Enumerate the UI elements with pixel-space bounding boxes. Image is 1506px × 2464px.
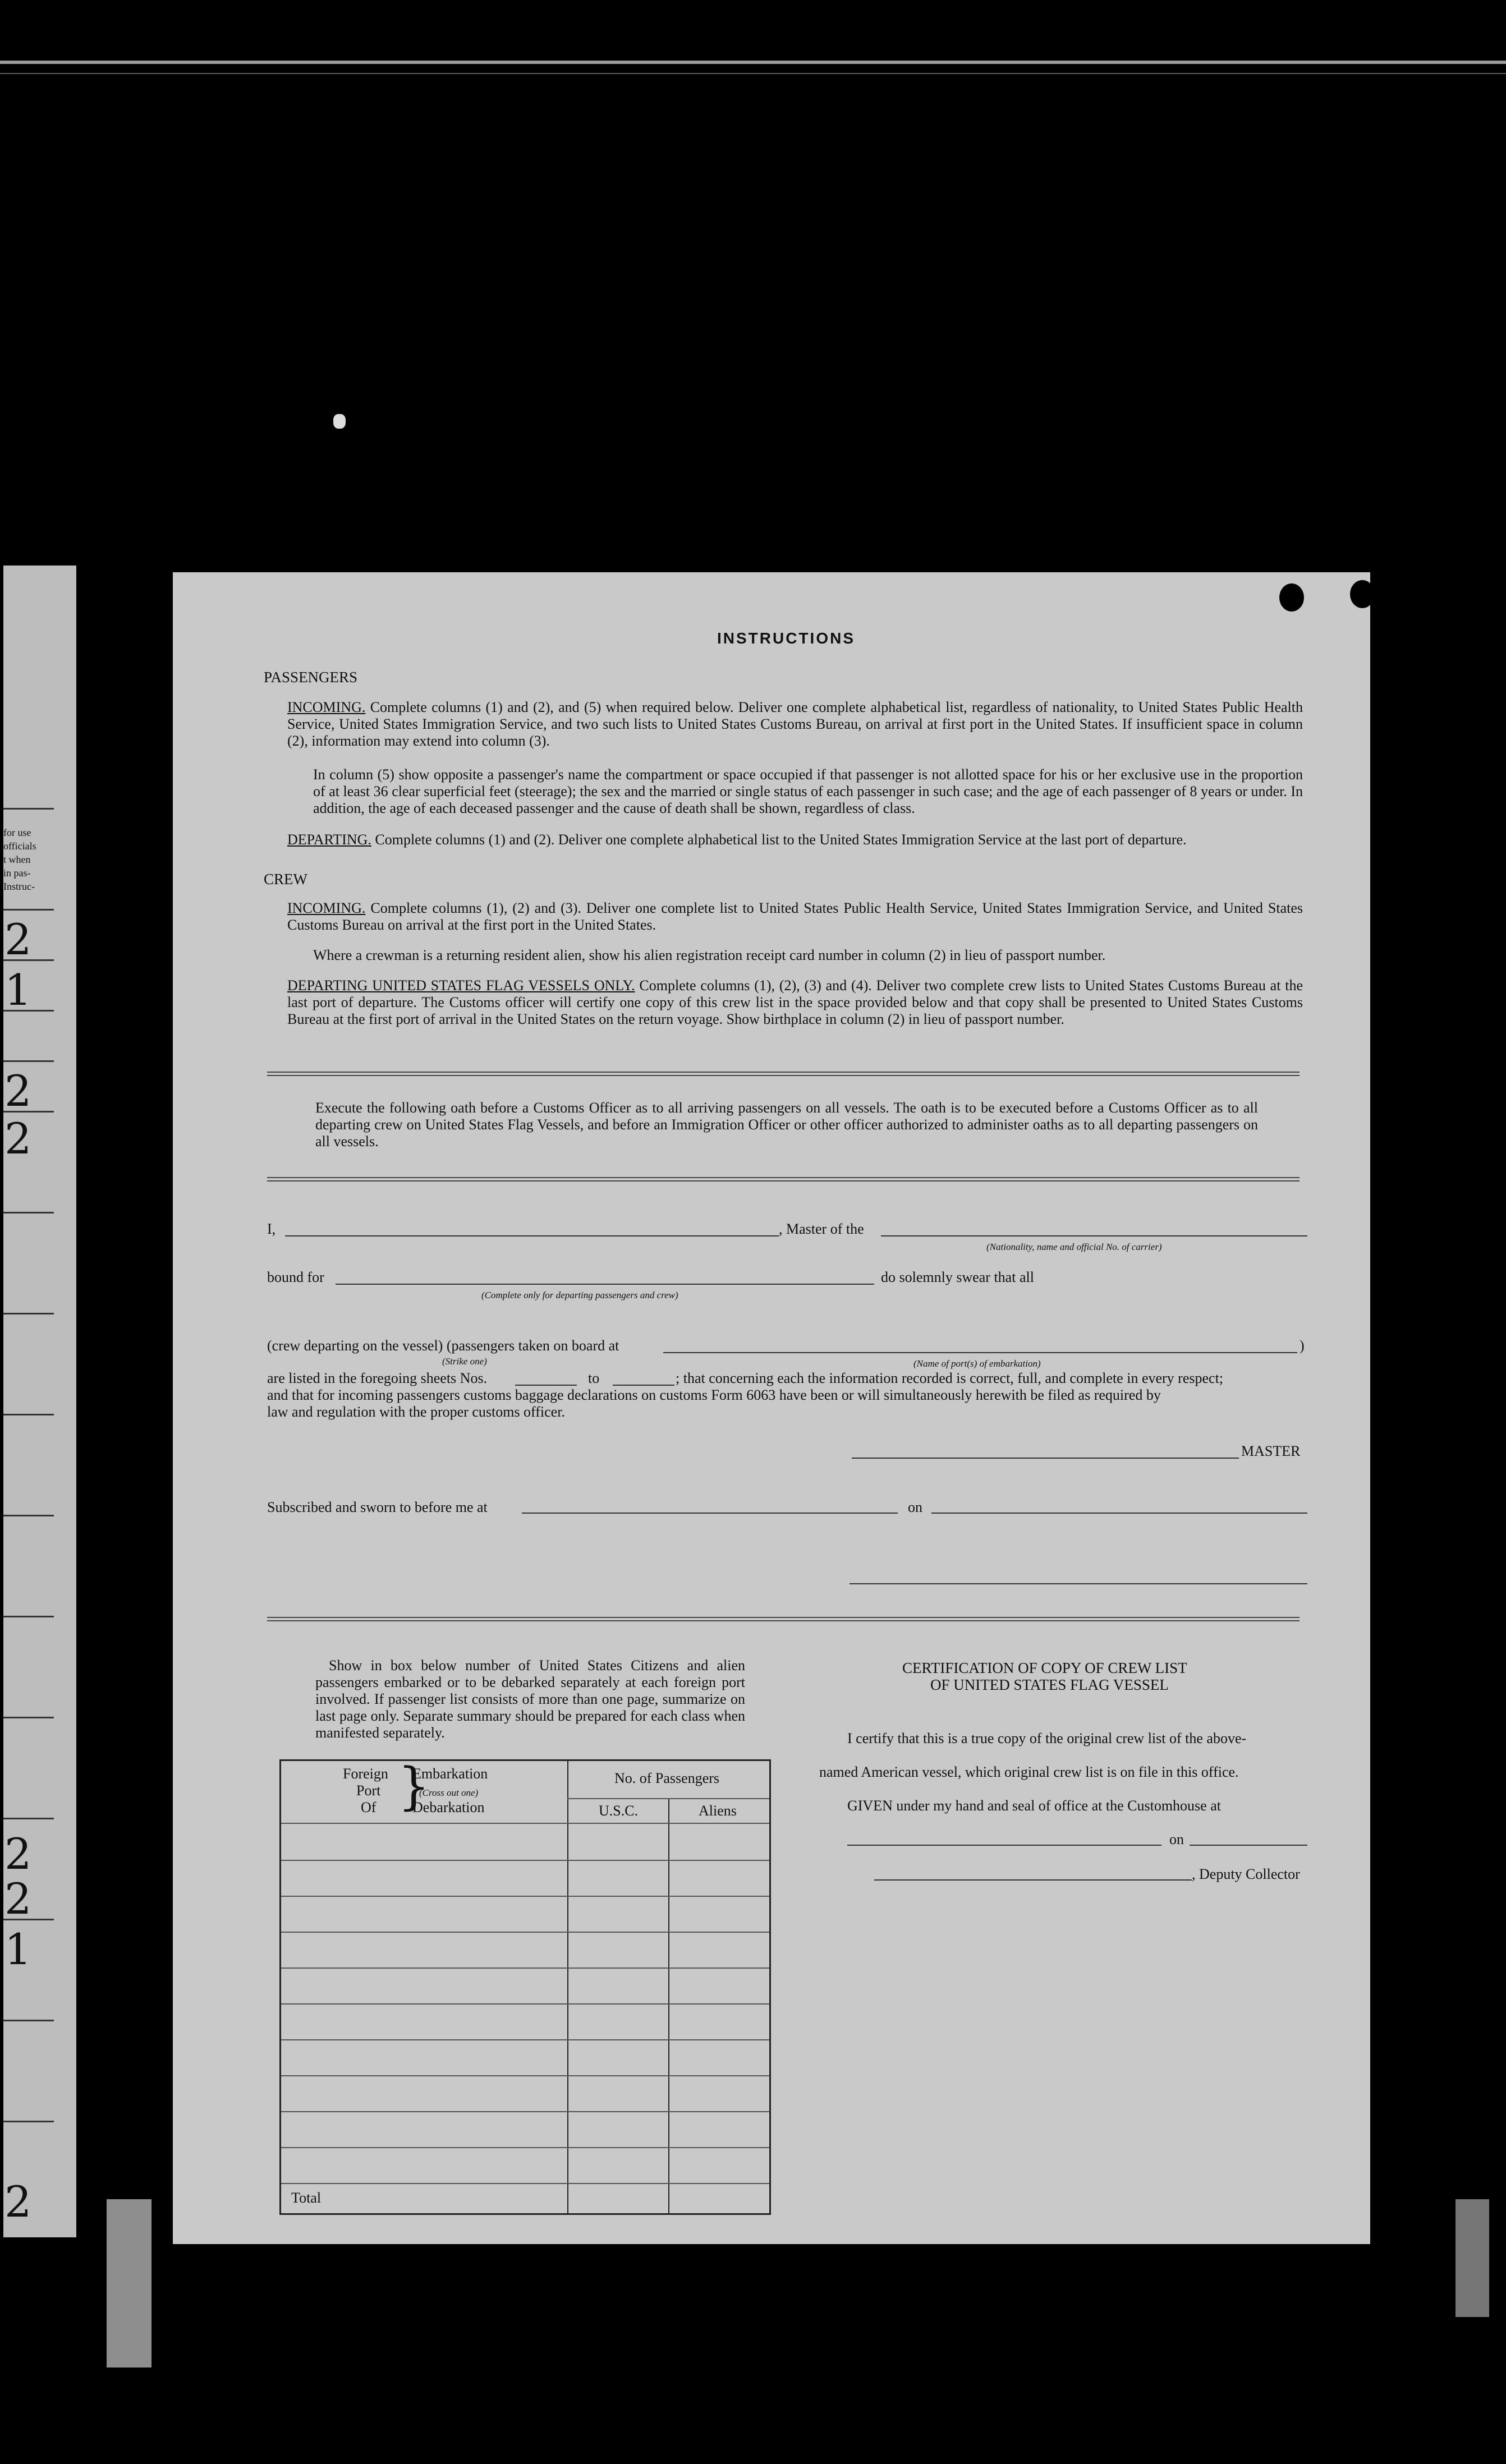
- departing-text: Complete columns (1) and (2). Deliver one complete alphabetical list to the United States Immigration Service at the last port of departure.: [375, 831, 1187, 848]
- handwritten-mark: 2: [4, 1114, 32, 1164]
- divider: [267, 1075, 1300, 1076]
- certification-title-2: OF UNITED STATES FLAG VESSEL: [930, 1676, 1169, 1693]
- certification-date-field[interactable]: [1190, 1845, 1307, 1846]
- sworn-date-field[interactable]: [931, 1513, 1307, 1514]
- film-artefact: [1456, 2199, 1489, 2317]
- sheets-to-label: to: [588, 1370, 600, 1386]
- handwritten-mark: 2: [4, 2177, 32, 2227]
- subscribed-label: Subscribed and sworn to before me at: [267, 1499, 488, 1515]
- deputy-collector-label: , Deputy Collector: [1192, 1866, 1300, 1882]
- punch-hole: [1350, 580, 1375, 608]
- master-of-label: , Master of the: [779, 1221, 864, 1237]
- col-port: Port: [356, 1782, 381, 1799]
- strip-rule: [3, 1818, 54, 1819]
- sworn-place-field[interactable]: [522, 1513, 898, 1514]
- strip-rule: [3, 1717, 54, 1718]
- passengers-heading: PASSENGERS: [264, 669, 358, 686]
- certification-text-2: named American vessel, which original crew list is on file in this office.: [819, 1764, 1239, 1780]
- carrier-caption: (Nationality, name and official No. of carrier): [986, 1242, 1162, 1252]
- strip-rule: [3, 1414, 54, 1415]
- bound-for-field[interactable]: [336, 1284, 874, 1285]
- strip-rule: [3, 1212, 54, 1213]
- strip-rule: [3, 1515, 54, 1516]
- form-page: [173, 572, 1370, 2244]
- handwritten-mark: 2: [4, 1874, 32, 1924]
- sheet-to-field[interactable]: [613, 1385, 674, 1386]
- crew-incoming: [287, 900, 1303, 934]
- sheets-text-2: and that for incoming passengers customs baggage declarations on customs Form 6063 have been or will simultaneously herewith be filed as required by: [267, 1387, 1161, 1403]
- crew-resident-text: Where a crewman is a returning resident alien, show his alien registration receipt card number in column (2) in lieu of passport number.: [313, 947, 1106, 963]
- table-row-line: [281, 2039, 769, 2040]
- ports-field[interactable]: [663, 1352, 1297, 1353]
- handwritten-mark: 1: [4, 1924, 32, 1974]
- summary-instructions: Show in box below number of United States Citizens and alien passengers embarked or to be debarked separately at each foreign port involved. If passenger list consists of more than one page, summarize on last page only. Separate summary should be prepared for each class when manifested separately.: [315, 1657, 745, 1741]
- crew-heading: CREW: [264, 871, 307, 888]
- col-foreign: Foreign: [343, 1766, 388, 1782]
- film-artefact: [107, 2199, 151, 2368]
- col-embarkation: Embarkation: [412, 1766, 488, 1782]
- strip-rule: [3, 2020, 54, 2021]
- crew-incoming-label: INCOMING.: [287, 900, 366, 916]
- swear-label: do solemnly swear that all: [881, 1269, 1034, 1285]
- divider: [267, 1617, 1300, 1618]
- incoming-text: Complete columns (1) and (2), and (5) when required below. Deliver one complete alphabetical list, regardless of nationality, to United States Public Health Service, United States Immigration Service, and two such lists to United States Customs Bureau, on arrival at first port in the United States. If insufficient space in column (2), information may extend into column (3).: [287, 699, 1303, 749]
- strip-rule: [3, 2121, 54, 2122]
- film-edge-line: [0, 61, 1506, 64]
- strip-rule: [3, 1313, 54, 1314]
- strike-caption: (Strike one): [442, 1356, 487, 1367]
- carrier-field[interactable]: [881, 1235, 1307, 1236]
- table-row-line: [281, 1967, 769, 1969]
- handwritten-mark: 2: [4, 1829, 32, 1879]
- master-signature-field[interactable]: [852, 1458, 1239, 1459]
- close-paren: ): [1300, 1337, 1305, 1354]
- table-row-line: [281, 2183, 769, 2184]
- flag-vessels-label: DEPARTING UNITED STATES FLAG VESSELS ONLY.: [287, 977, 635, 994]
- incoming-label: INCOMING.: [287, 699, 366, 715]
- sworn-on-label: on: [908, 1499, 922, 1515]
- sheets-text-end: ; that concerning each the information recorded is correct, full, and complete in every respect;: [676, 1370, 1224, 1386]
- strip-rule: [3, 1616, 54, 1617]
- sheets-label: are listed in the foregoing sheets Nos.: [267, 1370, 488, 1386]
- bound-for-label: bound for: [267, 1269, 324, 1285]
- table-row-line: [281, 2003, 769, 2005]
- table-header-divider: [567, 1798, 769, 1799]
- passenger-summary-table: [279, 1759, 771, 2215]
- page-title: INSTRUCTIONS: [717, 629, 855, 647]
- col-aliens: Aliens: [699, 1803, 737, 1819]
- ports-caption: (Name of port(s) of embarkation): [913, 1358, 1041, 1369]
- passengers-incoming: [287, 699, 1303, 750]
- officer-signature-field[interactable]: [850, 1583, 1307, 1584]
- sheet-from-field[interactable]: [515, 1385, 577, 1386]
- divider: [267, 1620, 1300, 1621]
- certification-title-1: CERTIFICATION OF COPY OF CREW LIST: [902, 1659, 1187, 1676]
- handwritten-mark: 2: [4, 914, 32, 964]
- handwritten-mark: 1: [4, 965, 32, 1015]
- strip-rule: [3, 808, 54, 810]
- divider: [267, 1072, 1300, 1073]
- table-row-line: [281, 1932, 769, 1933]
- table-row-line: [281, 1860, 769, 1861]
- strip-rule: [3, 909, 54, 911]
- col-usc: U.S.C.: [599, 1803, 639, 1819]
- punch-hole: [1279, 583, 1304, 612]
- film-speck: [333, 414, 346, 429]
- column5-text: In column (5) show opposite a passenger's name the compartment or space occupied if that passenger is not allotted space for his or her exclusive use in the proportion of at least 36 clear superficial feet (steerage); the sex and the married or single status of each passenger in such case; and the age of each passenger of 8 years or under. In addition, the age of each deceased passenger and the cause of death shall be shown, regardless of class.: [313, 766, 1303, 816]
- master-label: MASTER: [1241, 1443, 1301, 1459]
- brace-icon: }: [398, 1757, 430, 1816]
- crew-incoming-text: Complete columns (1), (2) and (3). Deliver one complete list to United States Public Health Service, United States Immigration Service, and United States Customs Bureau on arrival at the first port in the United States.: [287, 900, 1303, 933]
- certification-text-3: GIVEN under my hand and seal of office at the Customhouse at: [847, 1798, 1221, 1814]
- table-row-line: [281, 2111, 769, 2112]
- col-of: Of: [361, 1799, 377, 1815]
- bound-caption: (Complete only for departing passengers and crew): [481, 1290, 678, 1300]
- passengers-departing: [287, 831, 1303, 848]
- crew-departing-label: (crew departing on the vessel) (passengers taken on board at: [267, 1337, 619, 1354]
- table-row-line: [281, 2147, 769, 2148]
- col-no-passengers: No. of Passengers: [614, 1770, 720, 1786]
- divider: [267, 1180, 1300, 1182]
- total-label: Total: [291, 2190, 322, 2206]
- handwritten-mark: 2: [4, 1066, 32, 1116]
- customhouse-field[interactable]: [847, 1845, 1161, 1846]
- table-row-line: [281, 2075, 769, 2076]
- departing-label: DEPARTING.: [287, 831, 371, 848]
- strip-note: for use officials t when in pas- Instruc-: [3, 827, 36, 892]
- flag-vessels-text: Complete columns (1), (2), (3) and (4). Deliver two complete crew lists to United States Customs Bureau at the last port of departure. The Customs officer will certify one copy of this crew list in the space provided below and that copy shall be presented to United States Customs Bureau at the first port of arrival in the United States on the return voyage. Show birthplace in column (2) in lieu of passport number.: [287, 977, 1303, 1027]
- adjacent-page-strip: [3, 566, 76, 2237]
- col-debarkation: Debarkation: [412, 1799, 485, 1815]
- crew-flag-vessels: [287, 977, 1303, 1028]
- oath-i-label: I,: [267, 1221, 276, 1237]
- oath-instructions: Execute the following oath before a Customs Officer as to all arriving passengers on all vessels. The oath is to be executed before a Customs Officer as to all departing crew on United States Flag Vessels, and before an Immigration Officer or other officer authorized to administer oaths as to all departing passengers on all vessels.: [315, 1100, 1258, 1150]
- certification-text-1: I certify that this is a true copy of the original crew list of the above-: [847, 1730, 1247, 1746]
- table-row-line: [281, 1823, 769, 1824]
- master-name-field[interactable]: [285, 1235, 779, 1236]
- sheets-text-3: law and regulation with the proper customs officer.: [267, 1404, 565, 1420]
- deputy-signature-field[interactable]: [874, 1879, 1192, 1881]
- film-edge-line: [0, 73, 1506, 74]
- table-col-divider: [567, 1761, 568, 2213]
- divider: [267, 1177, 1300, 1178]
- certification-on-label: on: [1169, 1831, 1184, 1847]
- col-cross-out: (Cross out one): [419, 1787, 479, 1798]
- table-row-line: [281, 1896, 769, 1897]
- strip-rule: [3, 1060, 54, 1062]
